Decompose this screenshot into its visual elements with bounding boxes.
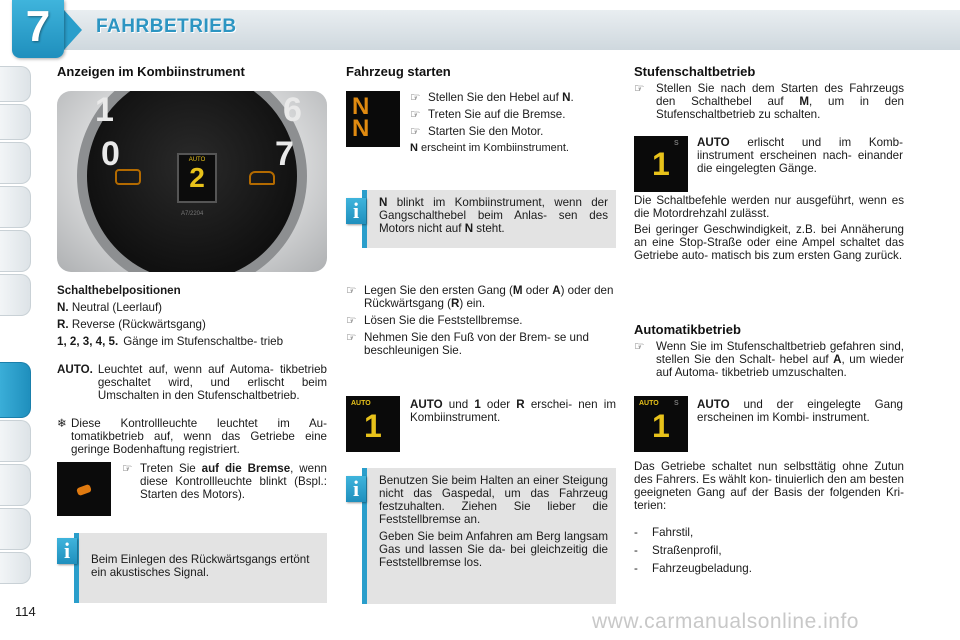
disp-gear-1: 1 <box>652 408 670 444</box>
auto-note-1: 1 <box>474 398 481 411</box>
disp-auto-label: AUTO <box>351 400 371 407</box>
manual-auto-note <box>697 136 903 175</box>
n-glyph-top: N <box>352 93 370 120</box>
auto-criteria-intro: Das Getriebe schaltet nun selbsttätig ohne Zutun des Fahrers. Es wählt kon- tinuierlich den am besten geeigneten Gang auf der Basis der folgenden Kri- terien: <box>634 460 905 512</box>
list-dash: - <box>634 544 638 557</box>
instrument-cluster-image <box>57 91 327 272</box>
position-n-key: N. <box>57 301 69 314</box>
chapter-tab-6[interactable] <box>0 274 31 316</box>
gear-step-3-text: Nehmen Sie den Fuß von der Brem- se und beschleunigen Sie. <box>364 331 589 357</box>
start-step-3-text: Starten Sie den Motor. <box>428 125 544 138</box>
auto-note-t2: oder <box>480 398 517 411</box>
info-n-blink-text <box>379 196 608 235</box>
criteria-item <box>634 562 904 575</box>
section-title-display: Anzeigen im Kombiinstrument <box>57 64 245 79</box>
gear-step-1-mid: oder <box>522 284 553 297</box>
gear-step-1-pre: Legen Sie den ersten Gang ( <box>364 284 513 297</box>
gear-step-1 <box>346 284 616 310</box>
auto-note-auto: AUTO <box>410 398 443 411</box>
info-box-n-blink <box>362 190 616 248</box>
pointing-hand-icon: ☞ <box>346 314 357 327</box>
criteria-item-text: Straßenprofil, <box>652 544 722 557</box>
chapter-tab-2[interactable] <box>0 104 31 140</box>
disp-gear-1: 1 <box>652 146 670 182</box>
auto-gear-text: und der eingelegte Gang erscheinen im Kombi- instrument. <box>697 398 903 424</box>
pointing-hand-icon: ☞ <box>410 91 421 104</box>
pointing-hand-icon: ☞ <box>346 284 357 297</box>
info1-bold: N <box>379 196 388 209</box>
disp-auto-label: AUTO <box>639 400 659 407</box>
auto-step-a: A <box>833 353 842 366</box>
gear-step-2 <box>346 314 616 327</box>
header-arrow <box>64 10 82 50</box>
section-title-auto: Automatikbetrieb <box>634 322 741 337</box>
start-step-1-post: . <box>570 91 574 104</box>
pointing-hand-icon: ☞ <box>346 331 357 344</box>
n-display-image <box>346 91 400 147</box>
chapter-number: 7 <box>25 2 51 51</box>
chapter-tab-8[interactable] <box>0 420 31 462</box>
start-step-1-bold: N <box>562 91 571 104</box>
pointing-hand-icon: ☞ <box>410 108 421 121</box>
info-hill-p1: Benutzen Sie beim Halten an einer Steigung nicht das Gaspedal, um das Fahrzeug festzuhalten. Ziehen Sie lieber die Feststellbremse an. <box>379 474 608 526</box>
section-title-manual: Stufenschaltbetrieb <box>634 64 756 79</box>
info-reverse-text: Beim Einlegen des Rückwärtsgangs ertönt ein akustisches Signal. <box>91 553 310 579</box>
slip-warning-icon <box>76 484 92 496</box>
chapter-tab-4[interactable] <box>0 186 31 228</box>
pointing-hand-icon: ☞ <box>122 462 133 475</box>
start-step-2 <box>410 108 620 121</box>
engine-warning-icon <box>115 169 141 185</box>
list-dash: - <box>634 562 638 575</box>
auto-note-r: R <box>516 398 525 411</box>
image-code: A7/2204 <box>181 211 204 217</box>
position-r <box>57 318 327 331</box>
chapter-tab-5[interactable] <box>0 230 31 272</box>
gear-step-1-r: R <box>451 297 460 310</box>
info1-bold2: N <box>464 222 474 235</box>
pointing-hand-icon: ☞ <box>634 340 645 353</box>
dial-number-0: 0 <box>101 135 120 173</box>
auto-note-t3: erschei- nen im Kombiinstrument. <box>410 398 616 424</box>
manual-auto-bold: AUTO <box>697 136 730 149</box>
position-gears-text: Gänge im Stufenschaltbe- trieb <box>123 335 284 348</box>
manual-step-pre: Stellen Sie nach dem Starten des Fahrzeugs den Schalthebel auf <box>656 82 904 108</box>
gear-lcd <box>177 153 217 203</box>
brake-post: , wenn diese Kontrollleuchte blinkt (Bspl.: Starten des Motors). <box>140 462 327 501</box>
chapter-tab-7-active[interactable] <box>0 362 31 418</box>
criteria-item-text: Fahrzeugbeladung. <box>652 562 752 575</box>
info-icon: i <box>57 538 77 564</box>
criteria-list <box>634 526 904 575</box>
chapter-tab-1[interactable] <box>0 66 31 102</box>
pointing-hand-icon: ☞ <box>410 125 421 138</box>
slip-warning-image <box>57 462 111 516</box>
positions-title: Schalthebelpositionen <box>57 284 181 297</box>
auto-step <box>634 340 904 379</box>
n-note-text: erscheint im Kombiinstrument. <box>417 142 569 154</box>
low-speed-note: Bei geringer Geschwindigkeit, z.B. bei Annäherung an eine Stop-Straße oder eine Ampel schaltet das Getriebe auto- matisch bis zum ersten Gang zurück. <box>634 223 904 262</box>
lcd-gear: 2 <box>189 162 205 193</box>
criteria-item-text: Fahrstil, <box>652 526 694 539</box>
disp-s-label: S <box>674 140 679 147</box>
watermark: www.carmanualsonline.info <box>592 610 859 633</box>
brake-pre: Treten Sie <box>140 462 202 475</box>
criteria-item <box>634 526 904 539</box>
section-title-start: Fahrzeug starten <box>346 64 451 79</box>
disp-s-label: S <box>674 400 679 407</box>
chapter-tab-11[interactable] <box>0 552 31 584</box>
warning-lamp-note <box>57 417 327 456</box>
disp-gear-1: 1 <box>364 408 382 444</box>
auto-step-pre: Wenn Sie im Stufenschaltbetrieb gefahren sind, stellen Sie den Schalt- hebel auf <box>656 340 904 366</box>
n-note <box>410 142 620 155</box>
auto-1-display-image <box>346 396 400 452</box>
start-step-2-text: Treten Sie auf die Bremse. <box>428 108 566 121</box>
gear-step-3 <box>346 331 616 357</box>
start-step-3 <box>410 125 620 138</box>
dial-number-6: 6 <box>283 91 302 129</box>
info-icon: i <box>346 198 366 224</box>
manual-auto-text: erlischt und im Komb- iinstrument erscheinen nach- einander die eingelegten Gänge. <box>697 136 903 175</box>
auto-gear-display-image <box>634 396 688 452</box>
auto-1-note <box>410 398 616 424</box>
warning-lamp-text: Diese Kontrollleuchte leuchtet im Au- tomatikbetrieb auf, wenn das Getriebe eine geringe Bodenhaftung registriert. <box>71 417 327 456</box>
manual-step-post: , um in den Stufenschaltbetrieb zu schalten. <box>656 95 904 121</box>
position-n <box>57 301 327 314</box>
n-note-bold: N <box>410 142 418 154</box>
position-r-key: R. <box>57 318 69 331</box>
brake-bold: auf die Bremse <box>201 462 291 475</box>
gear-steps <box>346 284 616 357</box>
brake-instruction <box>122 462 327 501</box>
oil-warning-icon <box>249 171 275 185</box>
gear-step-1-m: M <box>512 284 523 297</box>
auto-note-t1: und <box>442 398 475 411</box>
list-dash: - <box>634 526 638 539</box>
manual-step-m: M <box>799 95 810 108</box>
page-title: FAHRBETRIEB <box>96 16 237 37</box>
position-auto-key: AUTO. <box>57 363 93 376</box>
position-n-text: Neutral (Leerlauf) <box>71 301 163 314</box>
pointing-hand-icon: ☞ <box>634 82 645 95</box>
auto-step-post: , um wieder auf Automa- tikbetrieb umzuschalten. <box>656 353 904 379</box>
lcd-auto-label: AUTO <box>188 157 206 163</box>
info-box-hill <box>362 468 616 604</box>
start-step-1 <box>410 91 620 104</box>
chapter-tab-3[interactable] <box>0 142 31 184</box>
dial-number-7: 7 <box>275 135 294 173</box>
info1-text: blinkt im Kombiinstrument, wenn der Gangschalthebel beim Anlas- sen des Motors nicht auf <box>379 196 608 235</box>
info-box-reverse <box>74 533 327 603</box>
auto-gear-note <box>697 398 903 424</box>
position-auto-text: Leuchtet auf, wenn auf Automa- tikbetrieb geschaltet wird, und erlischt beim Umschalten in den Stufenschaltbetrieb. <box>97 363 327 402</box>
auto-gear-bold: AUTO <box>697 398 730 411</box>
n-glyph-bottom: N <box>352 115 370 142</box>
page-number: 114 <box>15 604 36 619</box>
position-gears-key: 1, 2, 3, 4, 5. <box>57 335 119 348</box>
position-r-text: Reverse (Rückwärtsgang) <box>71 318 206 331</box>
snowflake-icon: ❄ <box>57 417 67 430</box>
info-hill-p2: Geben Sie beim Anfahren am Berg langsam Gas und lassen Sie da- bei gleichzeitig die Feststellbremse los. <box>379 530 608 569</box>
gear-step-1-post: ) ein. <box>459 297 486 310</box>
criteria-item <box>634 544 904 557</box>
shift-rpm-note: Die Schaltbefehle werden nur ausgeführt, wenn es die Motordrehzahl zulässt. <box>634 194 904 220</box>
info-icon: i <box>346 476 366 502</box>
chapter-tab-10[interactable] <box>0 508 31 550</box>
gear-step-1-mid2: ) oder den Rückwärtsgang ( <box>364 284 614 310</box>
info1-post: steht. <box>473 222 505 235</box>
position-auto <box>57 363 327 402</box>
position-gears <box>57 335 327 348</box>
gear-step-2-text: Lösen Sie die Feststellbremse. <box>364 314 523 327</box>
chapter-tab-9[interactable] <box>0 464 31 506</box>
start-step-1-pre: Stellen Sie den Hebel auf <box>428 91 563 104</box>
manual-gear-display-image <box>634 136 688 192</box>
manual-step <box>634 82 904 121</box>
dial-number-1: 1 <box>95 91 114 129</box>
start-steps <box>410 91 620 155</box>
gear-step-1-a: A <box>552 284 561 297</box>
